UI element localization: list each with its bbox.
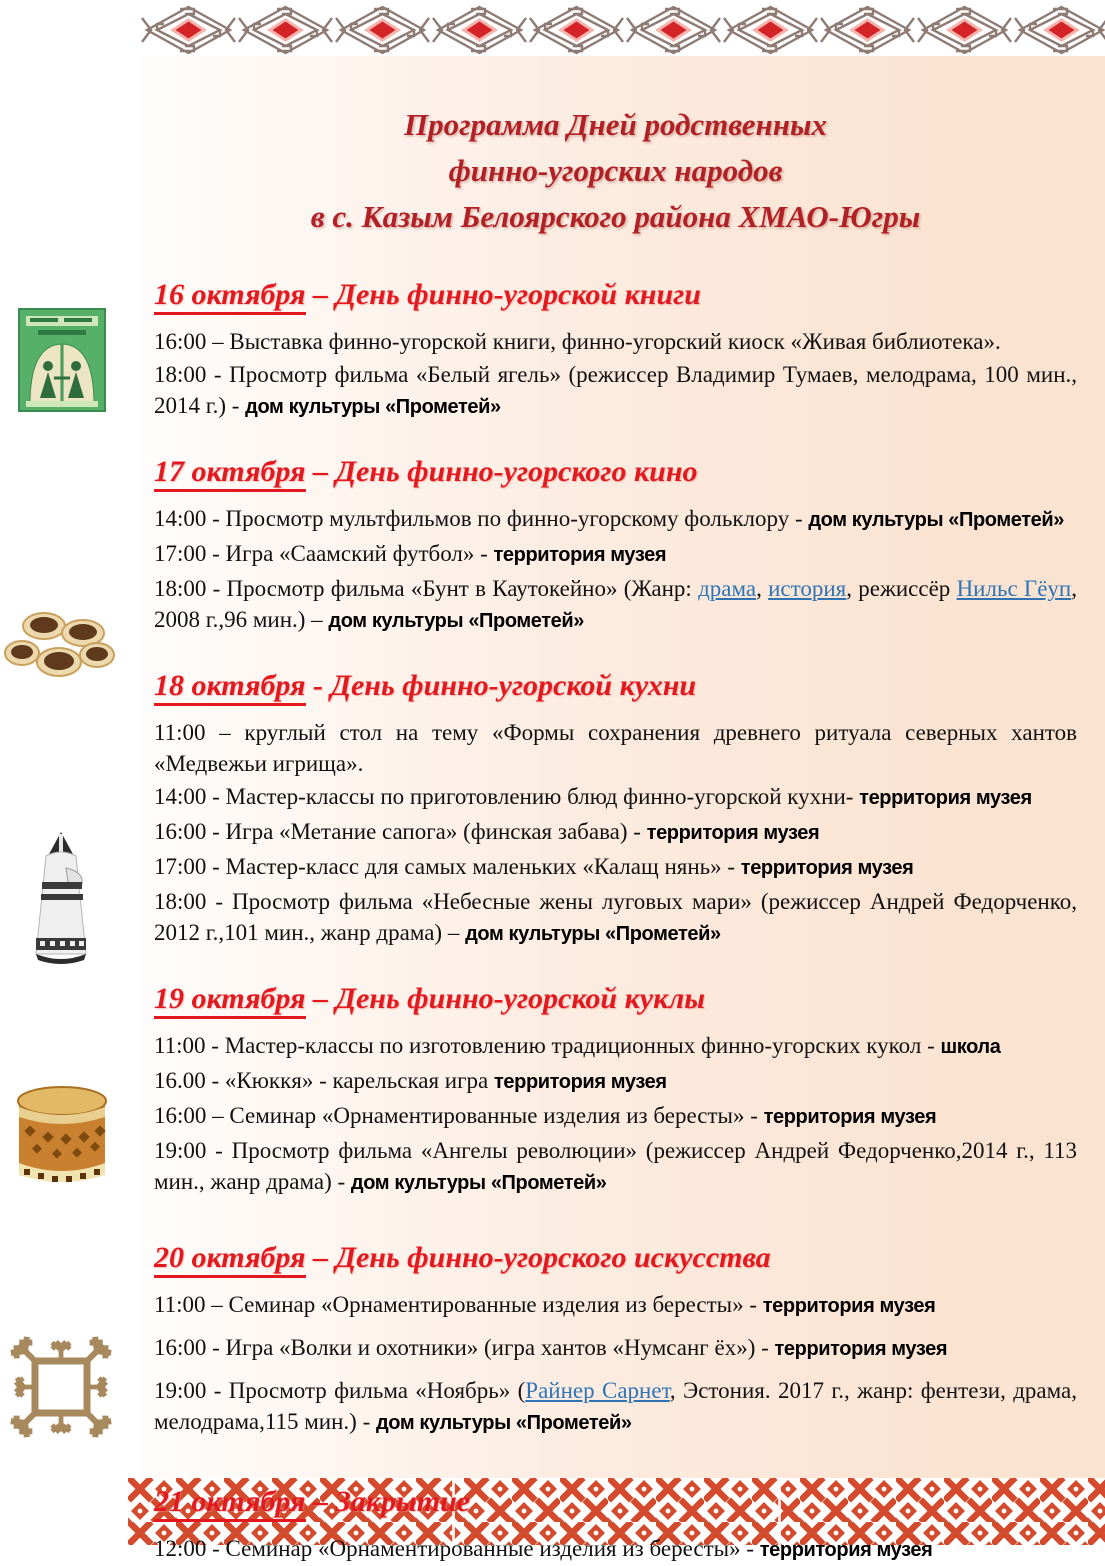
event-row (154, 538, 1077, 571)
title-line-2: финно-угорских народов (448, 153, 783, 188)
venue-label: территория музея (494, 1071, 667, 1093)
venue-label: территория музея (762, 1295, 936, 1317)
event-row (154, 886, 1077, 950)
section-title: – Закрытие (305, 1485, 471, 1518)
venue-label: территория музея (740, 857, 914, 879)
page-title (154, 102, 1077, 240)
event-text: 11:00 – Семинар «Орнаментированные изделия из бересты» - (154, 1292, 763, 1317)
section-date: 18 октября (154, 669, 306, 706)
event-text: , режиссёр (846, 576, 957, 601)
event-text: 17:00 - Мастер-класс для самых маленьких «Калащ нянь» - (154, 854, 741, 879)
venue-label: территория музея (859, 787, 1032, 809)
event-row (154, 1289, 1077, 1322)
venue-label: дом культуры «Прометей» (328, 610, 584, 632)
traditional-doll-photo (26, 826, 96, 968)
venue-label: территория музея (646, 822, 820, 844)
section-heading (154, 667, 1077, 705)
day-section (154, 1483, 1077, 1566)
birch-bark-box-photo (12, 1083, 112, 1189)
event-text: , Эстония. 2017 г., жанр: фентези, драма, мелодрама,115 мин.) - (154, 1378, 1077, 1434)
section-heading (154, 453, 1077, 491)
venue-label: территория музея (763, 1106, 937, 1128)
event-row (154, 359, 1077, 423)
event-link[interactable]: драма (698, 576, 757, 601)
event-text: 12:00 - Семинар «Орнаментированные изделия из бересты» - (154, 1536, 760, 1561)
green-book-cover-image (18, 308, 106, 412)
event-text: 11:00 – круглый стол на тему «Формы сохранения древнего ритуала северных хантов «Медвежьи игрища». (154, 720, 1077, 776)
venue-label: дом культуры «Прометей» (375, 1412, 632, 1434)
section-title: - День финно-угорской кухни (305, 669, 697, 702)
section-date: 16 октября (154, 278, 306, 315)
event-row (154, 781, 1077, 814)
event-row (154, 1332, 1077, 1365)
section-heading (154, 276, 1077, 314)
event-row (154, 1100, 1077, 1133)
event-text: 18:00 - Просмотр фильма «Бунт в Каутокейно» (Жанр: (154, 576, 699, 601)
section-heading (154, 980, 1077, 1018)
day-section (154, 667, 1077, 950)
pastries-photo (4, 606, 116, 702)
event-row (154, 1065, 1077, 1098)
event-text: 16:00 - Игра «Метание сапога» (финская забава) - (154, 819, 647, 844)
event-row (154, 503, 1077, 536)
event-link[interactable]: Райнер Сарнет (525, 1378, 670, 1403)
event-text: 16:00 – Семинар «Орнаментированные изделия из бересты» - (154, 1103, 764, 1128)
event-text: , 2008 г.,96 мин.) – (154, 576, 1077, 632)
event-row (154, 326, 1077, 357)
event-text: 18:00 - Просмотр фильма «Белый ягель» (режиссер Владимир Тумаев, мелодрама, 100 мин., 2014 г.) - (154, 362, 1077, 418)
title-line-3: в с. Казым Белоярского района ХМАО-Югры (310, 199, 921, 234)
event-row (154, 1533, 1077, 1566)
folk-ornament-symbol (3, 1323, 115, 1449)
venue-label: дом культуры «Прометей» (808, 509, 1064, 531)
event-text: , (756, 576, 769, 601)
section-title: – День финно-угорской книги (305, 278, 701, 311)
section-date: 17 октября (154, 455, 306, 492)
event-row (154, 1135, 1077, 1199)
event-link[interactable]: Нильс Гёуп (956, 576, 1072, 601)
event-text: 14:00 - Мастер-классы по приготовлению блюд финно-угорской кухни- (154, 784, 860, 809)
event-row (154, 1030, 1077, 1063)
event-text: 19:00 - Просмотр фильма «Ноябрь» ( (154, 1378, 526, 1403)
program-content (140, 56, 1105, 1561)
section-date: 19 октября (154, 982, 306, 1019)
event-text: 16:00 - Игра «Волки и охотники» (игра хантов «Нумсанг ёх») - (154, 1335, 775, 1360)
event-text: 11:00 - Мастер-классы по изготовлению традиционных финно-угорских кукол - (154, 1033, 941, 1058)
section-title: – День финно-угорской куклы (305, 982, 706, 1015)
top-ornament-border (140, 4, 1105, 56)
event-text: 16:00 – Выставка финно-угорской книги, финно-угорский киоск «Живая библиотека». (154, 329, 1001, 354)
venue-label: территория музея (493, 544, 667, 566)
venue-label: школа (940, 1036, 1001, 1058)
section-title: – День финно-угорского искусства (305, 1241, 771, 1274)
event-text: 14:00 - Просмотр мультфильмов по финно-угорскому фольклору - (154, 506, 809, 531)
event-row (154, 851, 1077, 884)
day-section (154, 276, 1077, 423)
section-heading (154, 1483, 1077, 1521)
event-link[interactable]: история (768, 576, 847, 601)
event-text: 18:00 - Просмотр фильма «Небесные жены луговых мари» (режиссер Андрей Федорченко, 2012 г.,101 мин., жанр драма) – (154, 889, 1077, 945)
day-section (154, 453, 1077, 637)
event-text: 16.00 - «Кюккя» - карельская игра (154, 1068, 495, 1093)
venue-label: дом культуры «Прометей» (245, 396, 501, 418)
sections (154, 276, 1077, 1566)
day-section (154, 1239, 1077, 1439)
venue-label: дом культуры «Прометей» (350, 1172, 607, 1194)
event-row (154, 816, 1077, 849)
event-row (154, 573, 1077, 637)
title-line-1: Программа Дней родственных (404, 107, 827, 142)
venue-label: территория музея (774, 1338, 948, 1360)
section-title: – День финно-угорского кино (305, 455, 698, 488)
event-row (154, 717, 1077, 779)
event-row (154, 1375, 1077, 1439)
section-heading (154, 1239, 1077, 1277)
section-date: 20 октября (154, 1241, 306, 1278)
section-date: 21 октября (154, 1485, 306, 1522)
event-text: 19:00 - Просмотр фильма «Ангелы революции» (режиссер Андрей Федорченко,2014 г., 113 мин., жанр драма) - (154, 1138, 1077, 1194)
venue-label: дом культуры «Прометей» (465, 923, 721, 945)
day-section (154, 980, 1077, 1199)
venue-label: территория музея (759, 1539, 933, 1561)
event-text: 17:00 - Игра «Саамский футбол» - (154, 541, 494, 566)
